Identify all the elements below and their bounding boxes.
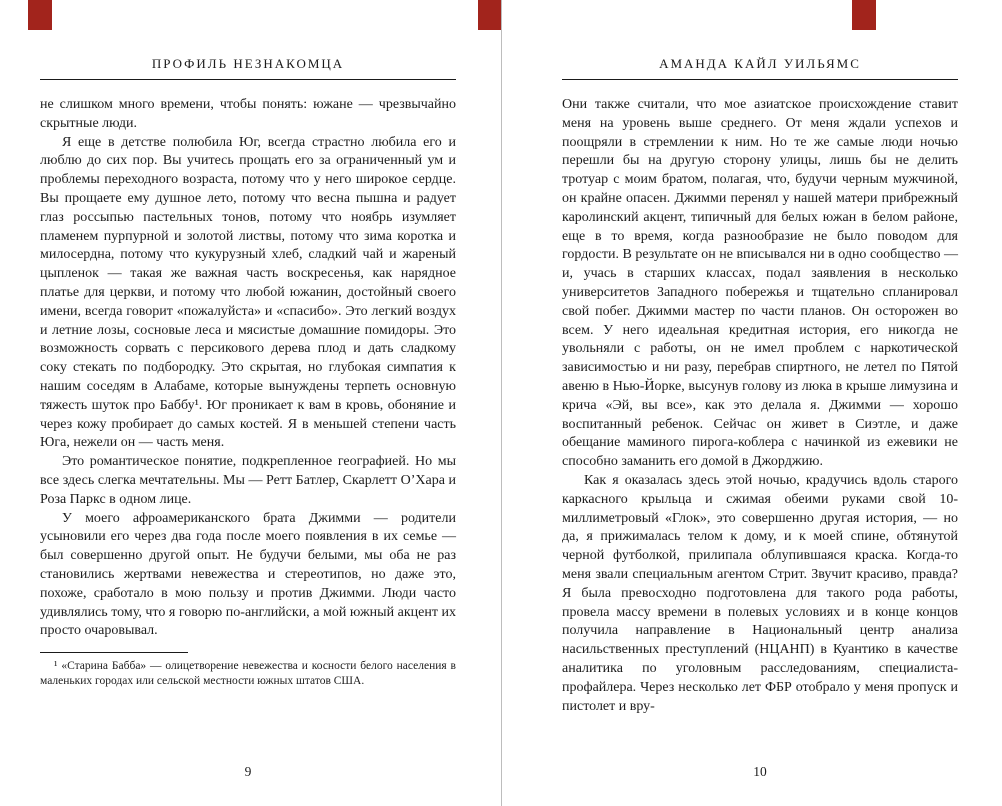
paragraph: Это романтическое понятие, подкрепленное географией. Но мы все здесь слегка мечтательны. Мы — Ретт Батлер, Скарлетт О’Хара и Роза Паркс в одном лице. xyxy=(40,454,456,507)
footnote: ¹ «Старина Бабба» — олицетворение невежества и косности белого населения в маленьких городах или сельской местности южных штатов США. xyxy=(40,660,456,688)
header-rule-right xyxy=(562,79,958,80)
page-gutter-divider xyxy=(501,0,502,806)
left-page-text xyxy=(40,96,456,641)
page-number-left: 9 xyxy=(244,764,252,779)
paragraph: Я еще в детстве полюбила Юг, всегда страстно любила его и люблю до сих пор. Вы учитесь прощать его за ограниченный ум и проблемы переходного возраста, потому что у него широкое сердце. Вы прощаете ему душное лето, потому что весна пышна и радует глаз россыпью пастельных тонов, потому что ноябрь изумляет пламенем пурпурной и золотой листвы, потому что зима коротка и милосердна, потому что кукурузный хлеб, сладкий чай и жареный цыпленок — такая же важная часть воскресенья, как нарядное платье для церкви, и потому что любой южанин, достойный своего имени, всегда говорит «пожалуйста» и «спасибо». Это легкий воздух и летние лозы, сосновые леса и мясистые домашние помидоры. Это возможность сорвать с персикового дерева плод и дать сладкому соку стекать по подбородку. Это скрытая, но глубокая симпатия к нашим соседям в Алабаме, которые вынуждены терпеть основную тяжесть шуток про Баббу¹. Юг проникает к вам в кровь, обоняние и через кожу пробирает до самых костей. Я в меньшей степени часть Юга, нежели он — часть меня. xyxy=(40,134,456,451)
paragraph: У моего афроамериканского брата Джимми — родители усыновили его через два года после моего появления в их семье — был совершенно другой опыт. Не будучи белыми, мы оба не раз становились жертвами невежества и стереотипов, но даже это, похоже, сработало в мою пользу и против Джимми. Люди часто удивлялись тому, что я говорю по-английски, а мой южный акцент их просто очаровывал. xyxy=(40,510,456,639)
running-header-right: АМАНДА КАЙЛ УИЛЬЯМС xyxy=(659,56,861,71)
paragraph: не слишком много времени, чтобы понять: южане — чрезвычайно скрытные люди. xyxy=(40,97,456,131)
paragraph: Как я оказалась здесь этой ночью, крадучись вдоль старого каркасного крыльца и сжимая обеими руками свой 10-миллиметровый «Глок», это совершенно другая история, — но да, я прижималась телом к дому, и к моей спине, обтянутой черной футболкой, прилипала облупившаяся краска. Когда-то меня звали специальным агентом Стрит. Звучит красиво, правда? Я была превосходно подготовлена для такого рода работы, провела массу времени в полевых условиях и в конце концов получила направление в Национальный центр анализа насильственных преступлений (НЦАНП) в Куантико в качестве аналитика по уголовным расследованиям, специалиста-профайлера. Через несколько лет ФБР отобрало у меня пропуск и пистолет и вру- xyxy=(562,472,958,714)
running-header-left: ПРОФИЛЬ НЕЗНАКОМЦА xyxy=(151,56,345,71)
paragraph: Они также считали, что мое азиатское происхождение ставит меня на уровень выше среднего. От меня ждали успехов и поощряли в стремлении к ним. Но те же самые люди ночью перешли бы на другую сторону улицы, лишь бы не делить тротуар с моим братом, полагая, что, будучи черным мужчиной, он крайне опасен. Джимми перенял у нашей матери прибрежный каролинский акцент, типичный для белых южан в белом районе, еще в то время, когда разнообразие не было поводом для гордости. В результате он не вписывался ни в одно сообщество — и, учась в старших классах, подал заявления в несколько университетов Западного побережья и тщательно спланировал свой побег. Джимми мастер по части планов. Он осторожен во всем. У него идеальная кредитная история, его никогда не увольняли с работы, он не имел проблем с наркотической зависимостью и ни разу, перебрав спиртного, не летел по Пятой авеню в Нью-Йорке, высунув голову из люка в крыше лимузина и крича «Эй, вы все», как это делала я. Джимми — хорошо воспитанный ребенок. Сейчас он живет в Сиэтле, и даже обещание маминого пирога-коблера с начинкой из ежевики не способно заманить его домой в Джорджию. xyxy=(562,97,958,470)
right-page-text xyxy=(562,96,958,716)
bookmark-ribbon-center[interactable] xyxy=(478,0,502,30)
footnote-rule xyxy=(40,652,188,653)
right-page xyxy=(562,0,958,806)
left-page xyxy=(40,0,456,806)
header-rule-left xyxy=(40,79,456,80)
page-number-right: 10 xyxy=(753,764,767,779)
